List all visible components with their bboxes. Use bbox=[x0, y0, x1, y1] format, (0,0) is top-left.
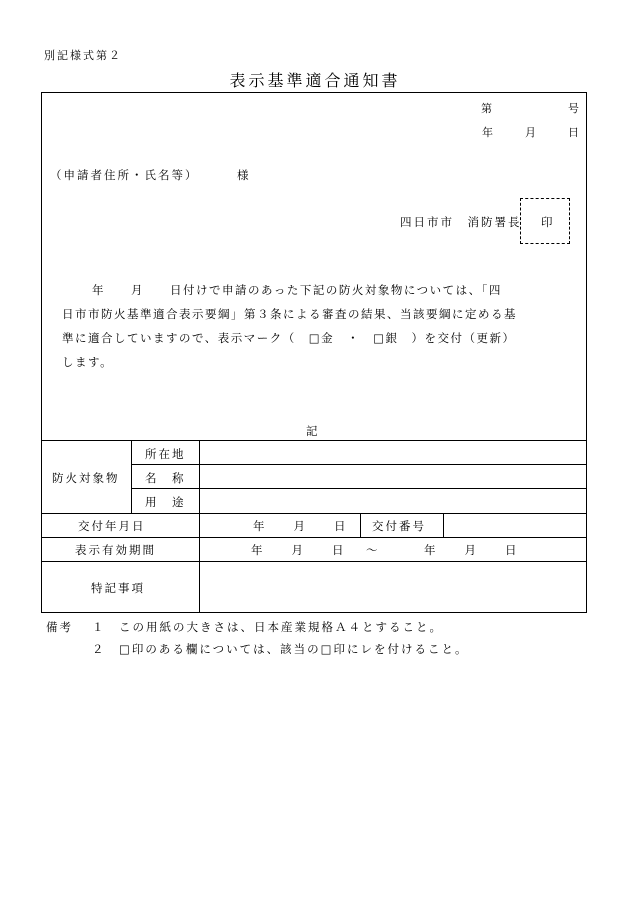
location-label: 所在地 bbox=[145, 447, 186, 461]
notice-body bbox=[62, 278, 578, 374]
validity-period-label: 表示有効期間 bbox=[75, 543, 156, 557]
validity-tilde: ～ bbox=[366, 543, 380, 557]
col-rule bbox=[131, 440, 132, 513]
date-month: 月 bbox=[525, 126, 536, 139]
row-rule bbox=[41, 561, 587, 562]
note-text: □印のある欄については、該当の□印にレを付けること。 bbox=[119, 642, 469, 656]
note-text: この用紙の大きさは、日本産業規格Ａ４とすること。 bbox=[119, 620, 443, 634]
notes-heading: 備考 bbox=[46, 620, 73, 634]
name-label: 名 称 bbox=[145, 471, 186, 485]
date-year: 年 bbox=[482, 126, 493, 139]
use-label: 用 途 bbox=[145, 495, 186, 509]
note-number: ２ bbox=[92, 642, 106, 656]
body-line: 年 月 日付けで申請のあった下記の防火対象物については、「四 bbox=[92, 283, 502, 297]
issue-date-value: 年 月 日 bbox=[253, 519, 348, 533]
addressee-label: （申請者住所・氏名等） bbox=[50, 168, 199, 182]
note-number: １ bbox=[92, 620, 106, 634]
remarks-label: 特記事項 bbox=[91, 581, 145, 595]
ki-heading: 記 bbox=[306, 424, 320, 438]
issuer-name: 四日市市 消防署長 bbox=[400, 215, 522, 229]
body-line: 準に適合していますので、表示マーク（ □金 ・ □銀 ）を交付（更新） bbox=[62, 331, 516, 345]
issue-number-label: 交付番号 bbox=[372, 519, 426, 533]
seal-mark: 印 bbox=[541, 215, 555, 229]
document-title: 表示基準適合通知書 bbox=[229, 71, 401, 90]
col-rule bbox=[199, 440, 200, 613]
body-line: 日市市防火基準適合表示要綱」第３条による審査の結果、当該要綱に定める基 bbox=[62, 307, 517, 321]
number-suffix: 号 bbox=[568, 102, 579, 115]
validity-to: 年 月 日 bbox=[424, 543, 519, 557]
col-rule bbox=[443, 513, 444, 537]
body-line: します。 bbox=[62, 355, 114, 369]
row-rule bbox=[41, 513, 587, 514]
fire-object-label: 防火対象物 bbox=[52, 471, 120, 485]
date-day: 日 bbox=[568, 126, 579, 139]
row-rule bbox=[41, 537, 587, 538]
honorific: 様 bbox=[237, 168, 251, 182]
form-number-label: 別記様式第２ bbox=[44, 49, 122, 62]
number-prefix: 第 bbox=[481, 102, 492, 115]
col-rule bbox=[360, 513, 361, 537]
issue-date-label: 交付年月日 bbox=[78, 519, 146, 533]
validity-from: 年 月 日 bbox=[251, 543, 346, 557]
table-top-rule bbox=[41, 440, 587, 441]
